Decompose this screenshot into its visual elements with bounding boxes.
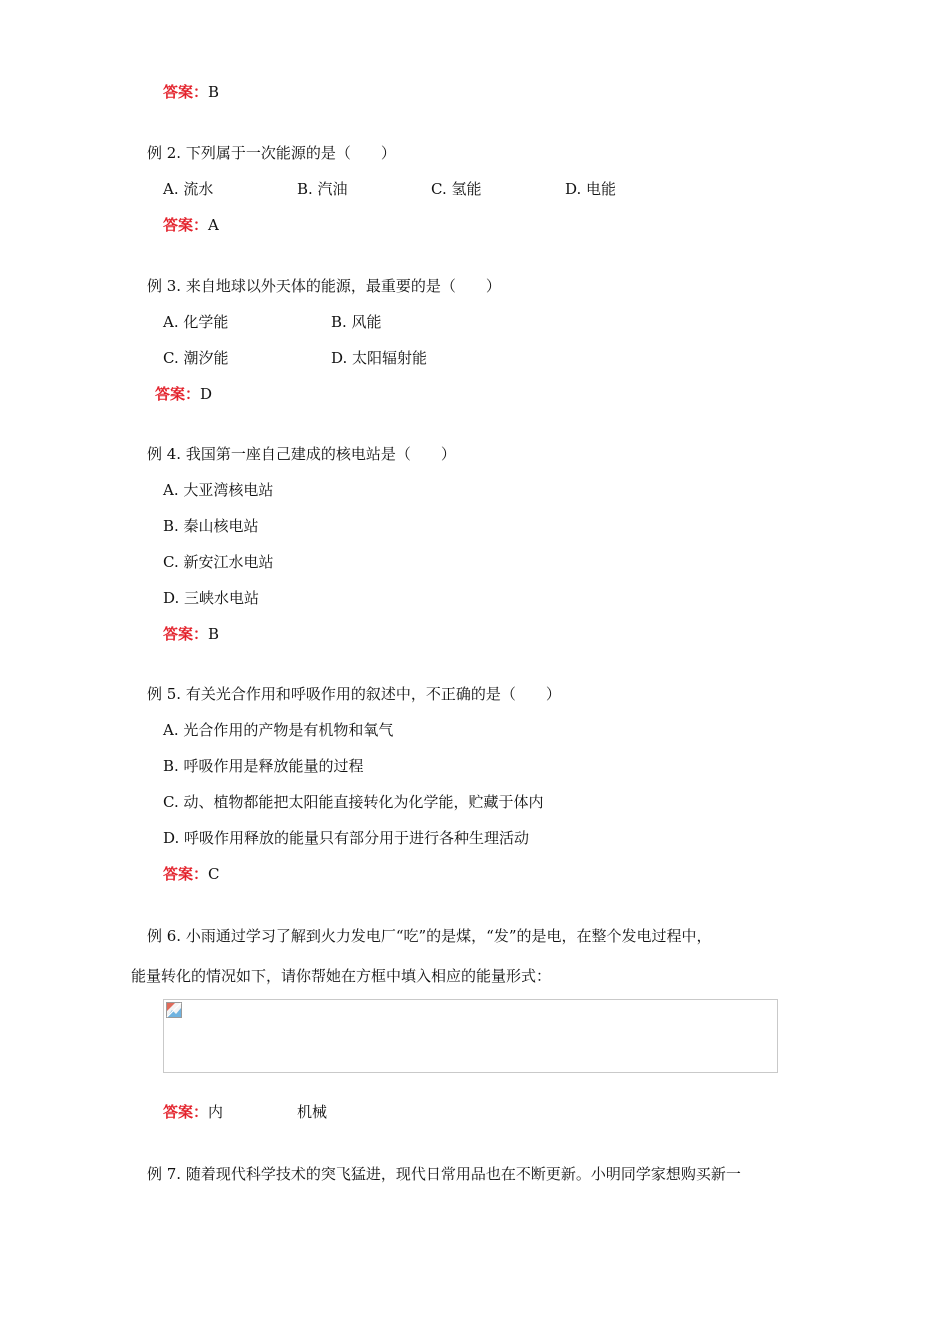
q2-stem: 例 2. 下列属于一次能源的是（ ） [147,144,396,162]
answer-label: 答案： [163,216,209,234]
broken-image-icon [166,1002,182,1018]
answer-value: A [208,216,219,234]
energy-diagram-placeholder [163,999,778,1073]
answer-label: 答案： [163,1103,209,1121]
q3-answer [155,384,212,404]
q2-option-c: C. 氢能 [431,180,482,198]
q1-answer [163,82,219,102]
q4-option-d: D. 三峡水电站 [163,589,260,607]
q6-stem-line1: 例 6. 小雨通过学习了解到火力发电厂“吃”的是煤，“发”的是电，在整个发电过程中， [147,927,712,945]
q2-option-d: D. 电能 [565,180,617,198]
answer-value-1: 内 [208,1103,224,1121]
q4-stem: 例 4. 我国第一座自己建成的核电站是（ ） [147,445,456,463]
answer-label: 答案： [163,865,209,883]
q3-option-a: A. 化学能 [163,313,229,331]
q2-option-a: A. 流水 [163,180,214,198]
answer-label: 答案： [163,83,209,101]
q5-option-d: D. 呼吸作用释放的能量只有部分用于进行各种生理活动 [163,829,530,847]
q2-option-b: B. 汽油 [297,180,348,198]
q3-stem: 例 3. 来自地球以外天体的能源，最重要的是（ ） [147,277,501,295]
q4-answer [163,624,219,644]
answer-label: 答案： [163,625,209,643]
q4-option-c: C. 新安江水电站 [163,553,274,571]
answer-value: D [200,385,213,403]
q5-stem: 例 5. 有关光合作用和呼吸作用的叙述中，不正确的是（ ） [147,685,561,703]
answer-label: 答案： [155,385,201,403]
q6-answer [163,1102,223,1122]
q4-option-b: B. 秦山核电站 [163,517,259,535]
q7-stem-line1: 例 7. 随着现代科学技术的突飞猛进，现代日常用品也在不断更新。小明同学家想购买新一 [147,1165,741,1183]
q5-option-c: C. 动、植物都能把太阳能直接转化为化学能，贮藏于体内 [163,793,544,811]
q6-stem-line2: 能量转化的情况如下，请你帮她在方框中填入相应的能量形式： [131,967,552,985]
q5-option-b: B. 呼吸作用是释放能量的过程 [163,757,364,775]
q3-option-d: D. 太阳辐射能 [331,349,428,367]
q3-option-b: B. 风能 [331,313,382,331]
q4-option-a: A. 大亚湾核电站 [163,481,274,499]
answer-value: C [208,865,220,883]
q5-answer [163,864,220,884]
q5-option-a: A. 光合作用的产物是有机物和氧气 [163,721,394,739]
q3-option-c: C. 潮汐能 [163,349,229,367]
q2-answer [163,215,219,235]
q6-answer-2: 机械 [297,1103,328,1121]
answer-value: B [208,625,220,643]
answer-value: B [208,83,220,101]
